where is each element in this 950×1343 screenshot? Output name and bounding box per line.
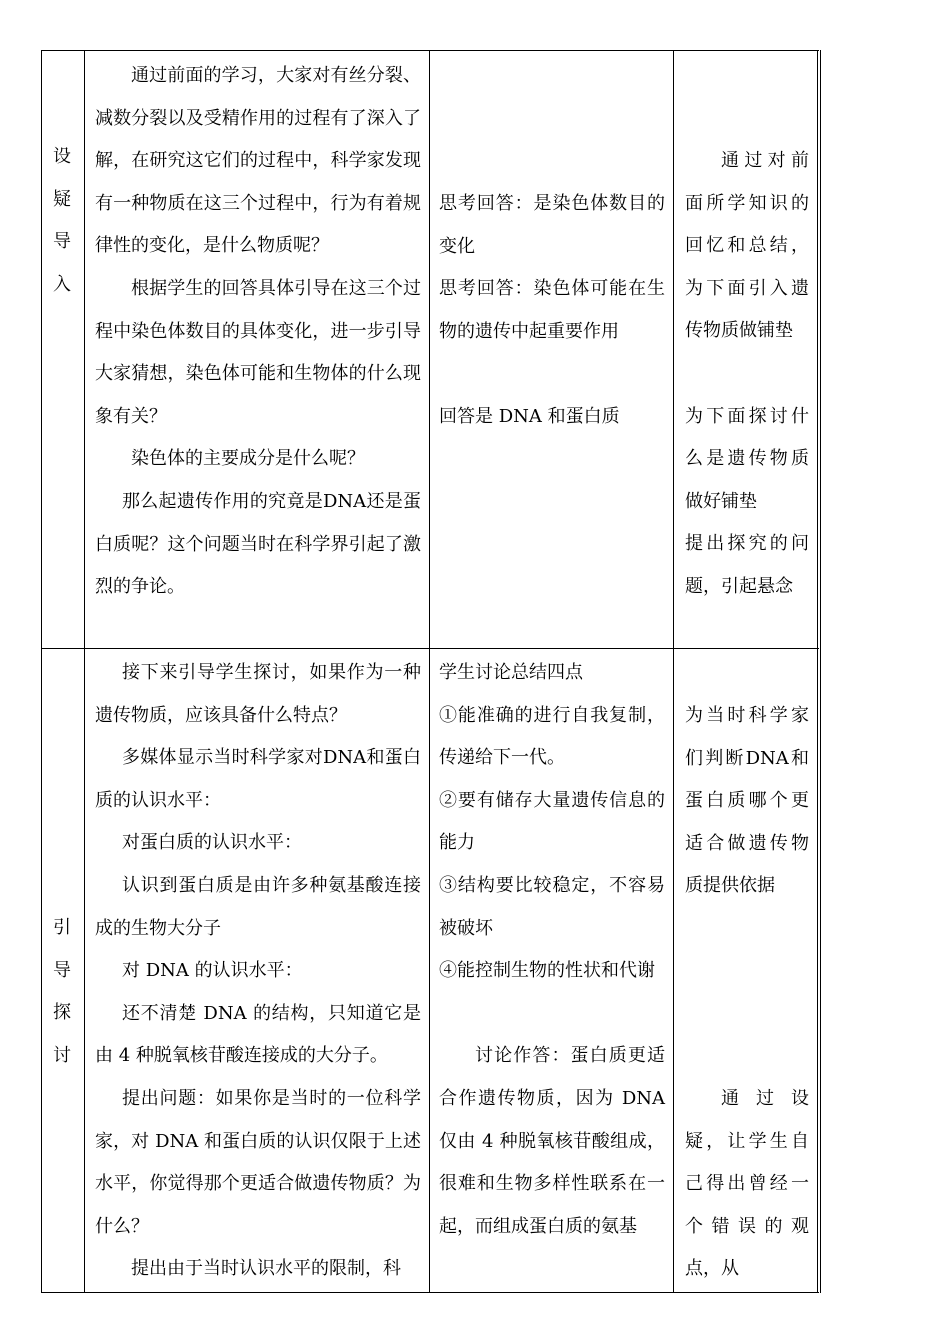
student-paragraph: 讨论作答：蛋白质更适合作遗传物质，因为 DNA 仅由 4 种脱氧核苷酸组成，很难和生物多样性联系在一起，而组成蛋白质的氨基 (439, 1045, 665, 1237)
teacher-paragraph: 接下来引导学生探讨，如果作为一种遗传物质，应该具备什么特点？ (95, 662, 421, 726)
student-paragraph: ③结构要比较稳定，不容易被破坏 (439, 874, 665, 939)
teacher-paragraph: 对蛋白质的认识水平： (122, 832, 302, 854)
design-intent-cell (685, 695, 809, 1291)
teacher-activity-cell (95, 652, 421, 1291)
teacher-paragraph: 多媒体显示当时科学家对DNA和蛋白质的认识水平： (95, 747, 421, 811)
teacher-paragraph: 染色体的主要成分是什么呢？ (131, 448, 365, 470)
intent-paragraph: 为下面探讨什么是遗传物质做好铺垫 (685, 405, 809, 512)
design-intent-cell (685, 140, 809, 609)
intent-paragraph: 为当时科学家们判断DNA和蛋白质哪个更适合做遗传物质提供依据 (685, 705, 809, 897)
column-divider (429, 50, 430, 1293)
student-activity-cell (439, 183, 665, 439)
section-label-guided-discussion: 引 导 探 讨 (53, 917, 71, 1066)
teacher-paragraph: 对 DNA 的认识水平： (122, 960, 303, 982)
table-bottom-border (41, 1292, 819, 1293)
teacher-paragraph: 提出问题：如果你是当时的一位科学家，对 DNA 和蛋白质的认识仅限于上述水平，你觉得那个更适合做遗传物质？为什么？ (95, 1087, 421, 1237)
teacher-paragraph: 认识到蛋白质是由许多种氨基酸连接成的生物大分子 (95, 874, 421, 939)
teacher-paragraph: 提出由于当时认识水平的限制，科 (131, 1258, 401, 1280)
intent-paragraph: 通过对前面所学知识的回忆和总结，为下面引入遗传物质做铺垫 (685, 150, 809, 342)
student-paragraph: 学生讨论总结四点 (439, 662, 583, 683)
student-paragraph: ①能准确的进行自我复制，传递给下一代。 (439, 704, 665, 769)
teacher-paragraph: 那么起遗传作用的究竟是DNA还是蛋白质呢？这个问题当时在科学界引起了激烈的争论。 (95, 490, 421, 598)
intent-paragraph: 通过设疑，让学生自己得出曾经一个错误的观点，从 (685, 1087, 809, 1280)
student-paragraph: 回答是 DNA 和蛋白质 (439, 405, 620, 427)
student-activity-cell (439, 652, 665, 1248)
row-divider (41, 648, 819, 649)
student-paragraph: ②要有储存大量遗传信息的能力 (439, 789, 665, 854)
teacher-activity-cell (95, 55, 421, 609)
table-right-border-double (820, 50, 821, 1293)
student-paragraph: 思考回答：是染色体数目的变化 (439, 193, 665, 257)
column-divider (673, 50, 674, 1293)
student-paragraph: 思考回答：染色体可能在生物的遗传中起重要作用 (439, 278, 665, 342)
teacher-paragraph: 还不清楚 DNA 的结构，只知道它是由 4 种脱氧核苷酸连接成的大分子。 (95, 1002, 421, 1067)
teacher-paragraph: 通过前面的学习，大家对有丝分裂、减数分裂以及受精作用的过程有了深入了解，在研究这它们的过程中，科学家发现有一种物质在这三个过程中，行为有着规律性的变化，是什么物质呢？ (95, 65, 421, 257)
intent-paragraph: 提出探究的问题，引起悬念 (685, 533, 809, 597)
teacher-paragraph: 根据学生的回答具体引导在这三个过程中染色体数目的具体变化，进一步引导大家猜想，染色体可能和生物体的什么现象有关？ (95, 277, 421, 427)
section-label-introduction: 设 疑 导 入 (53, 146, 71, 295)
table-right-border (817, 50, 818, 1293)
lesson-plan-table (41, 50, 821, 1293)
student-paragraph: ④能控制生物的性状和代谢 (439, 960, 655, 982)
table-top-border (41, 50, 819, 51)
column-divider (84, 50, 85, 1293)
